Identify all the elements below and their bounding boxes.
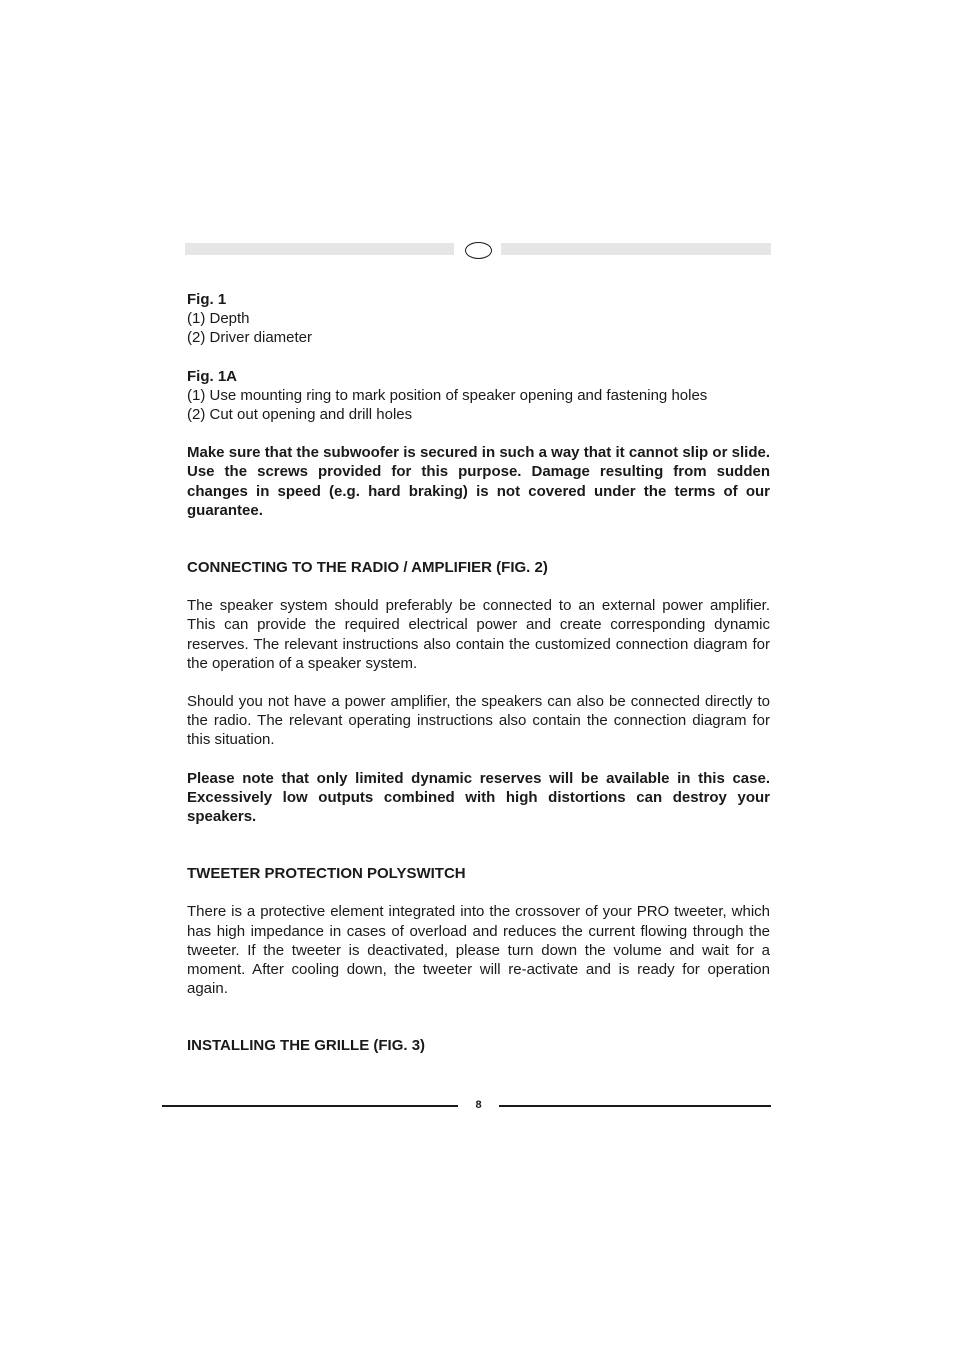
header-bar-left	[185, 243, 454, 255]
page-content	[187, 290, 770, 1056]
page-number: 8	[475, 1099, 482, 1111]
fig1-title: Fig. 1	[187, 291, 227, 308]
subwoofer-warning: Make sure that the subwoofer is secured in such a way that it cannot slip or slide. Use the screws provided for this purpose. Damage resulting from sudden changes in speed (e.g. hard braking) is not covered under the terms of our guarantee.	[187, 444, 770, 519]
fig1-item-driver-diameter: (2) Driver diameter	[187, 329, 313, 347]
tweeter-paragraph: There is a protective element integrated into the crossover of your PRO tweeter, which has high impedance in cases of overload and reduces the current flowing through the tweeter. If the tweeter is deactivated, please turn down the volume and wait for a moment. After cooling down, the tweeter will re-activate and is ready for operation again.	[187, 903, 770, 998]
fig1-item-depth: (1) Depth	[187, 310, 250, 328]
header-bar-right	[501, 243, 771, 255]
connecting-heading: CONNECTING TO THE RADIO / AMPLIFIER (FIG. 2)	[187, 559, 548, 577]
connecting-paragraph-radio: Should you not have a power amplifier, the speakers can also be connected directly to the radio. The relevant operating instructions also contain the connection diagram for this situation.	[187, 693, 770, 749]
connecting-paragraph-amplifier: The speaker system should preferably be connected to an external power amplifier. This can provide the required electrical power and create corresponding dynamic reserves. The relevant instructions also contain the customized connection diagram for the operation of a speaker system.	[187, 597, 770, 672]
footer-rule-left	[162, 1105, 458, 1107]
connecting-note: Please note that only limited dynamic reserves will be available in this case. Excessively low outputs combined with high distortions can destroy your speakers.	[187, 769, 770, 826]
grille-heading: INSTALLING THE GRILLE (FIG. 3)	[187, 1037, 426, 1055]
tweeter-heading: TWEETER PROTECTION POLYSWITCH	[187, 865, 466, 883]
fig1a-title: Fig. 1A	[187, 367, 238, 385]
fig1a-item-cut-out: (2) Cut out opening and drill holes	[187, 406, 413, 424]
language-oval-icon	[465, 242, 492, 259]
fig1a-item-mounting-ring: (1) Use mounting ring to mark position of speaker opening and fastening holes	[187, 386, 708, 404]
footer-rule-right	[499, 1105, 771, 1107]
